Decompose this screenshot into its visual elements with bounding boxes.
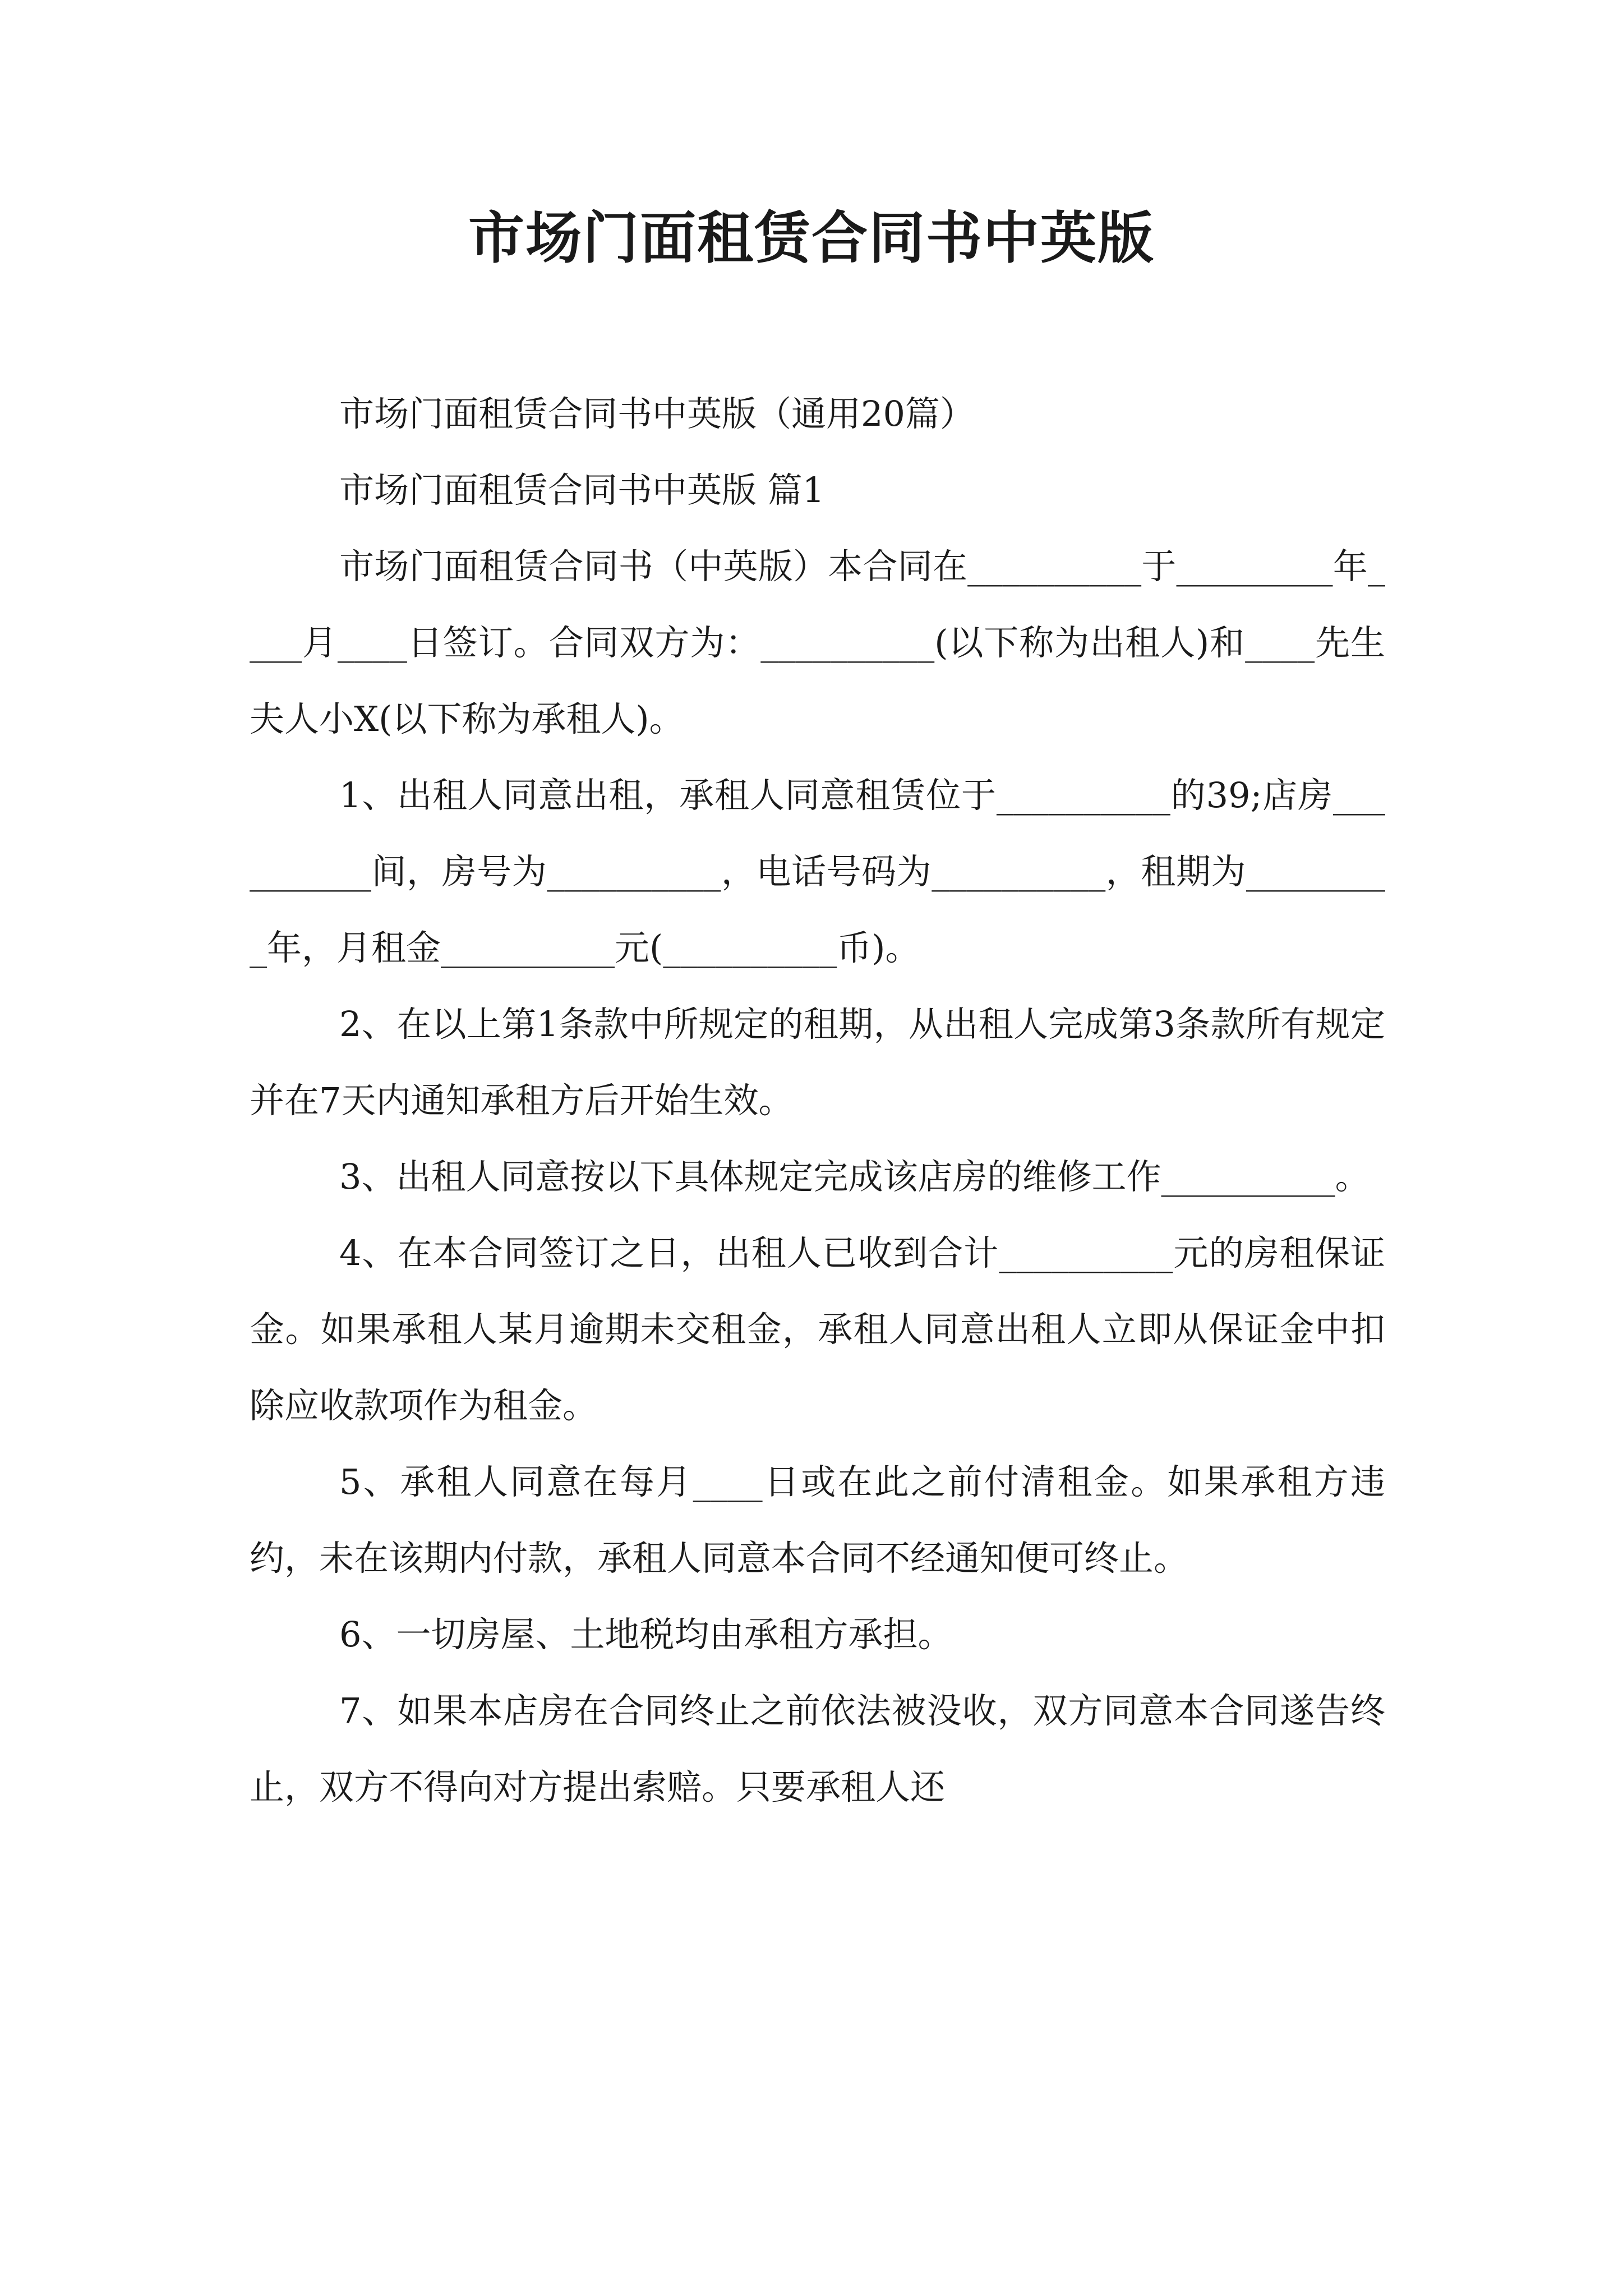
- paragraph-clause-5: 5、承租人同意在每月____日或在此之前付清租金。如果承租方违约，未在该期内付款，承租人同意本合同不经通知便可终止。: [250, 1461, 1385, 1579]
- paragraph-clause-7: 7、如果本店房在合同终止之前依法被没收，双方同意本合同遂告终止，双方不得向对方提出索赔。只要承租人还: [250, 1690, 1385, 1807]
- paragraph-clause-6: 6、一切房屋、土地税均由承租方承担。: [339, 1614, 953, 1655]
- paragraph-clause-1: 1、出租人同意出租，承租人同意租赁位于__________的39;店房__________间，房号为__________，电话号码为__________，租期为_________年，月租金__________元(__________币)。: [250, 775, 1385, 968]
- paragraph-intro: 市场门面租赁合同书（中英版）本合同在__________于_________年____月____日签订。合同双方为：__________(以下称为出租人)和____先生夫人小X(以下称为承租人)。: [250, 546, 1385, 739]
- paragraph-clause-2: 2、在以上第1条款中所规定的租期，从出租人完成第3条款所有规定并在7天内通知承租方后开始生效。: [250, 1004, 1385, 1121]
- paragraph-subtitle: 市场门面租赁合同书中英版（通用20篇）: [339, 393, 975, 434]
- paragraph-clause-3: 3、出租人同意按以下具体规定完成该店房的维修工作__________。: [339, 1156, 1370, 1197]
- paragraph-clause-4: 4、在本合同签订之日，出租人已收到合计__________元的房租保证金。如果承租人某月逾期未交租金，承租人同意出租人立即从保证金中扣除应收款项作为租金。: [250, 1232, 1385, 1426]
- document-title: 市场门面租赁合同书中英版: [468, 205, 1155, 271]
- document-body: [250, 376, 1385, 1825]
- paragraph-section-heading: 市场门面租赁合同书中英版 篇1: [339, 470, 825, 510]
